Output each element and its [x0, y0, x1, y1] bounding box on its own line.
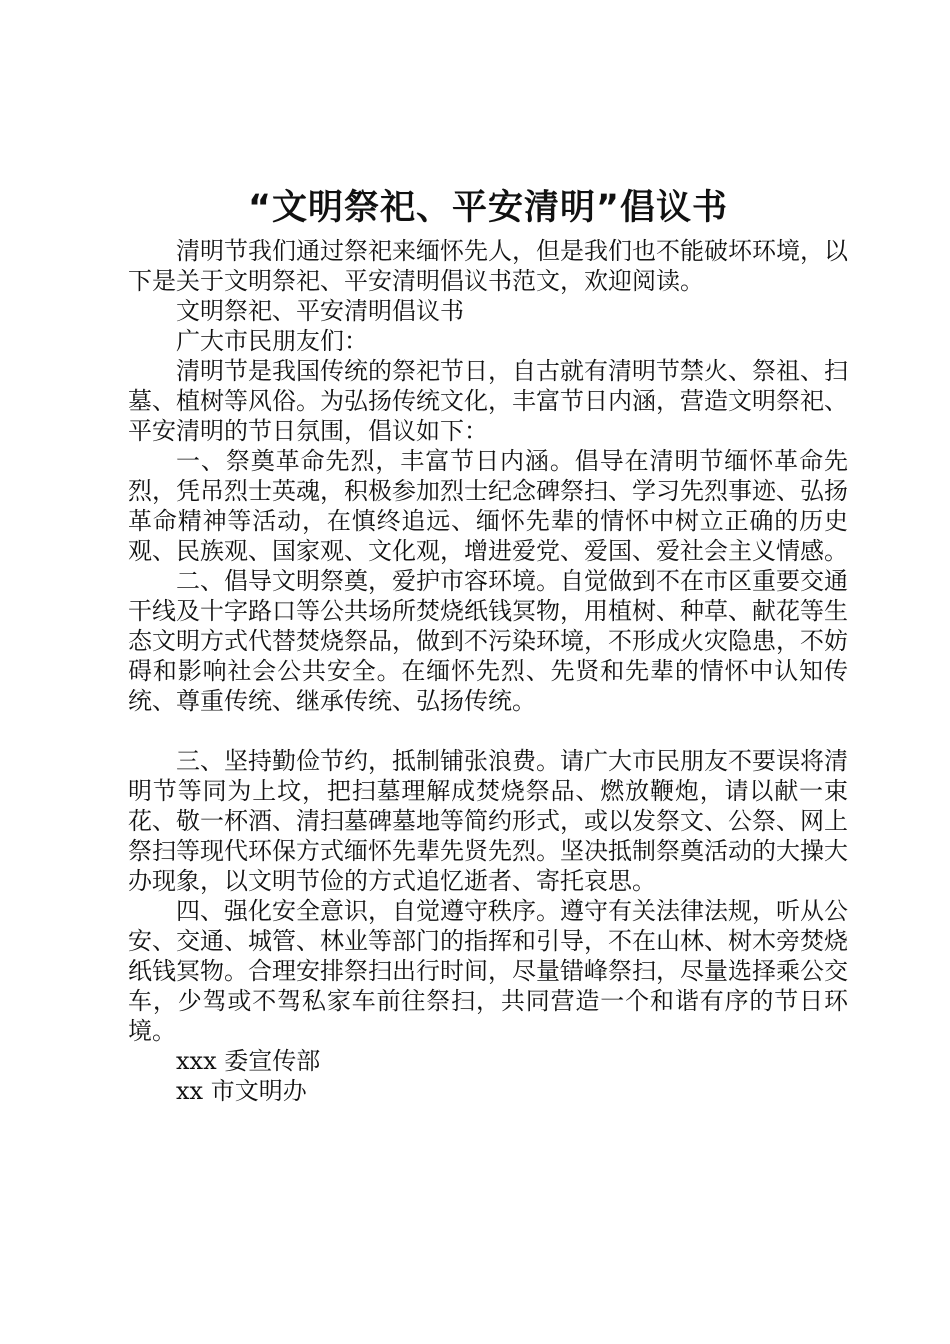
- signature-civilization-office: xx 市文明办: [176, 1077, 307, 1105]
- intro-paragraph: 清明节我们通过祭祀来缅怀先人，但是我们也不能破坏环境，以下是关于文明祭祀、平安清明倡议书范文，欢迎阅读。: [128, 237, 848, 295]
- subtitle-line: 文明祭祀、平安清明倡议书: [176, 297, 464, 325]
- proposal-2-paragraph: 二、倡导文明祭奠，爱护市容环境。自觉做到不在市区重要交通干线及十字路口等公共场所焚烧纸钱冥物，用植树、种草、献花等生态文明方式代替焚烧祭品，做到不污染环境，不形成火灾隐患，不妨碍和影响社会公共安全。在缅怀先烈、先贤和先辈的情怀中认知传统、尊重传统、继承传统、弘扬传统。: [128, 567, 848, 715]
- proposal-4-paragraph: 四、强化安全意识，自觉遵守秩序。遵守有关法律法规，听从公安、交通、城管、林业等部门的指挥和引导，不在山林、树木旁焚烧纸钱冥物。合理安排祭扫出行时间，尽量错峰祭扫，尽量选择乘公交车，少驾或不驾私家车前往祭扫，共同营造一个和谐有序的节日环境。: [128, 897, 848, 1045]
- document-body: [128, 236, 848, 1106]
- document-title: “文明祭祀、平安清明”倡议书: [247, 188, 728, 228]
- preamble-paragraph: 清明节是我国传统的祭祀节日，自古就有清明节禁火、祭祖、扫墓、植树等风俗。为弘扬传统文化，丰富节日内涵，营造文明祭祀、平安清明的节日氛围，倡议如下：: [128, 357, 848, 445]
- document-page: [128, 184, 848, 1106]
- signature-propaganda-dept: xxx 委宣传部: [176, 1047, 321, 1075]
- salutation: 广大市民朋友们：: [176, 327, 368, 355]
- proposal-1-paragraph: 一、祭奠革命先烈，丰富节日内涵。倡导在清明节缅怀革命先烈，凭吊烈士英魂，积极参加烈士纪念碑祭扫、学习先烈事迹、弘扬革命精神等活动，在慎终追远、缅怀先辈的情怀中树立正确的历史观、民族观、国家观、文化观，增进爱党、爱国、爱社会主义情感。: [128, 447, 848, 565]
- proposal-3-paragraph: 三、坚持勤俭节约，抵制铺张浪费。请广大市民朋友不要误将清明节等同为上坟，把扫墓理解成焚烧祭品、燃放鞭炮，请以献一束花、敬一杯酒、清扫墓碑墓地等简约形式，或以发祭文、公祭、网上祭扫等现代环保方式缅怀先辈先贤先烈。坚决抵制祭奠活动的大操大办现象，以文明节俭的方式追忆逝者、寄托哀思。: [128, 747, 848, 895]
